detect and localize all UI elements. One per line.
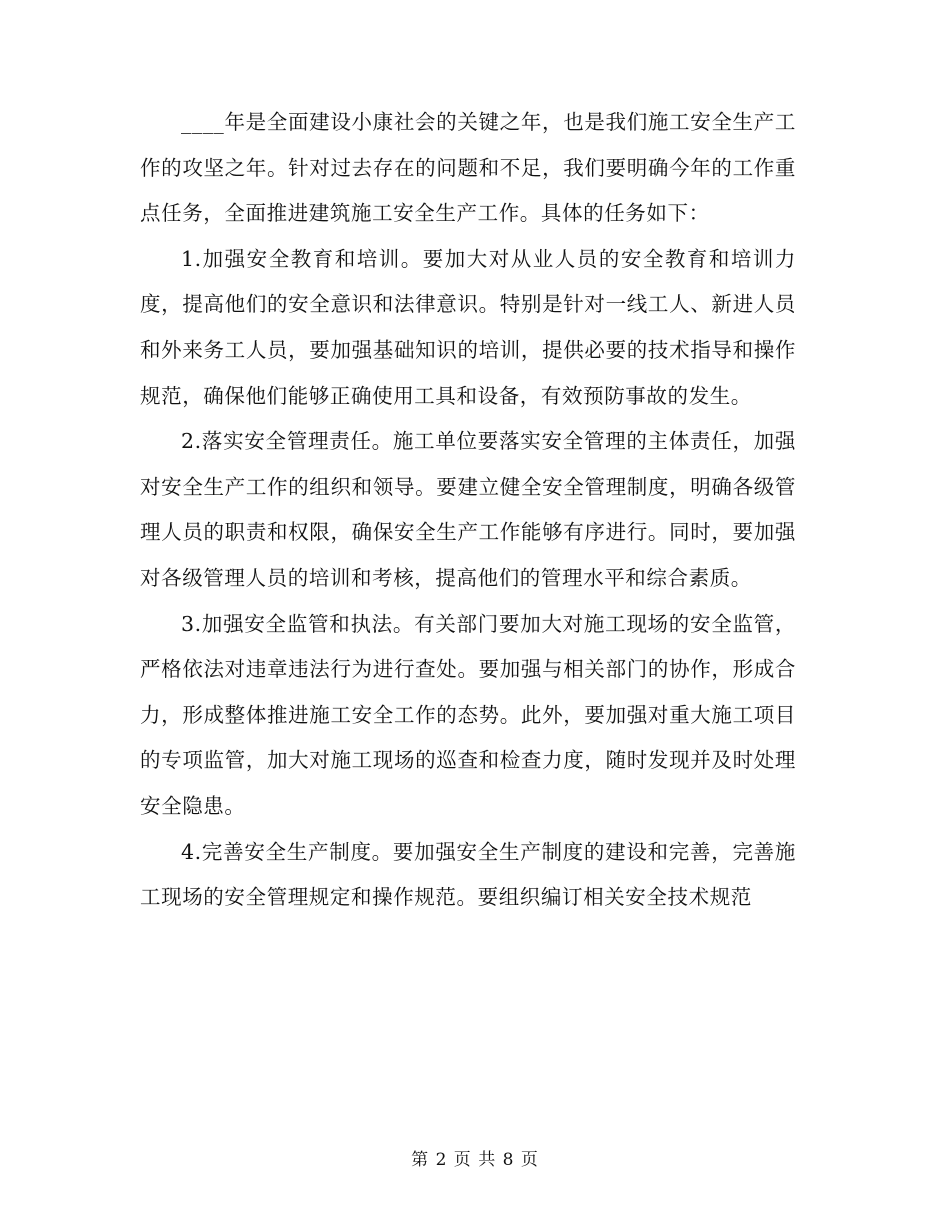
task-paragraph-4: 4.完善安全生产制度。要加强安全生产制度的建设和完善，完善施工现场的安全管理规定和操作规范。要组织编订相关安全技术规范: [140, 839, 796, 910]
task-paragraph-2: 2.落实安全管理责任。施工单位要落实安全管理的主体责任，加强对安全生产工作的组织和领导。要建立健全安全管理制度，明确各级管理人员的职责和权限，确保安全生产工作能够有序进行。同时，要加强对各级管理人员的培训和考核，提高他们的管理水平和综合素质。: [140, 429, 796, 590]
document-body: [140, 100, 796, 921]
intro-paragraph: ____年是全面建设小康社会的关键之年，也是我们施工安全生产工作的攻坚之年。针对过去存在的问题和不足，我们要明确今年的工作重点任务，全面推进建筑施工安全生产工作。具体的任务如下：: [140, 110, 796, 226]
task-paragraph-3: 3.加强安全监管和执法。有关部门要加大对施工现场的安全监管，严格依法对违章违法行为进行查处。要加强与相关部门的协作，形成合力，形成整体推进施工安全工作的态势。此外，要加强对重大施工项目的专项监管，加大对施工现场的巡查和检查力度，随时发现并及时处理安全隐患。: [140, 611, 796, 818]
task-paragraph-1: 1.加强安全教育和培训。要加大对从业人员的安全教育和培训力度，提高他们的安全意识和法律意识。特别是针对一线工人、新进人员和外来务工人员，要加强基础知识的培训，提供必要的技术指导和操作规范，确保他们能够正确使用工具和设备，有效预防事故的发生。: [140, 246, 796, 408]
page-number-footer: 第 2 页 共 8 页: [411, 1150, 539, 1170]
